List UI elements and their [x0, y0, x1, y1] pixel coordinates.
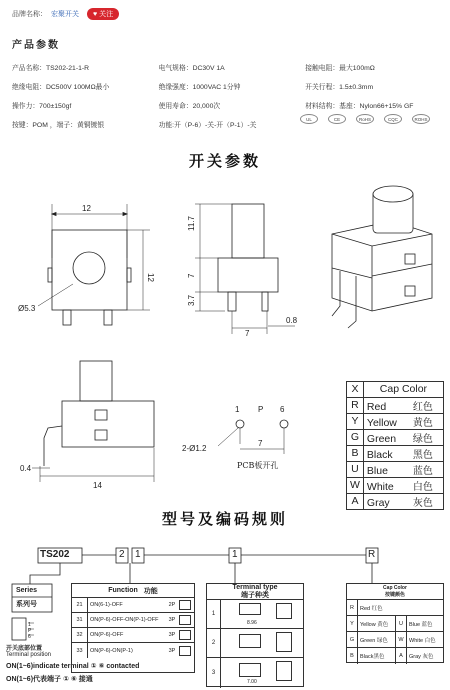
dim-label: 7 — [258, 439, 263, 448]
table-cell: G — [347, 429, 364, 445]
note-en: ON(1~6)indicate terminal ① ⑥ contacted — [6, 663, 140, 670]
terminal-header: Terminal type 端子种类 — [207, 584, 303, 600]
ce-cert-icon: CE — [328, 114, 346, 124]
heart-icon: ♥ — [93, 10, 98, 18]
isometric-view-drawing — [332, 186, 432, 328]
table-row: 3 7.00 — [207, 658, 303, 688]
pin-label: 6 — [280, 405, 285, 414]
param-cell: 按键：POM ，端子：黄铜镀银 — [12, 121, 105, 129]
note-zh: ON(1~6)代表端子 ① ⑥ 接通 — [6, 676, 93, 683]
spec-title: 开关参数 — [188, 153, 261, 170]
table-row — [347, 461, 444, 477]
dim-label: Ø5.3 — [18, 304, 36, 313]
table-cell: W — [347, 477, 364, 493]
rohs-cert-icon: RoHS — [356, 114, 374, 124]
rohs-leaf-icon: ROHS — [412, 114, 430, 124]
dim-label: 7 — [245, 329, 250, 338]
table-row: 2 — [207, 629, 303, 658]
terminal-drawing: 8.96 — [221, 600, 303, 628]
cap-color-code-table — [346, 583, 444, 663]
table-cell: Red 红色 — [363, 397, 443, 413]
table-row — [347, 382, 444, 398]
table-row — [347, 445, 444, 461]
table-cell: White 白色 — [363, 477, 443, 493]
code-color-letter: R — [368, 549, 376, 560]
table-cell: R — [347, 397, 364, 413]
param-row — [12, 95, 442, 114]
param-cell: 使用寿命：20,000次 — [158, 102, 221, 110]
pin-label: 1 — [235, 405, 240, 414]
terminal-drawing: 7.00 — [221, 658, 303, 688]
brand-label: 品牌名称： — [12, 11, 47, 18]
param-cell: 绝缘强度：1000VAC 1分钟 — [158, 83, 241, 91]
table-cell: U — [347, 461, 364, 477]
table-row — [347, 493, 444, 509]
pcb-label: PCB板开孔 — [237, 461, 279, 470]
table-cell: Yellow 黄色 — [363, 413, 443, 429]
dim-label: 11.7 — [187, 216, 196, 231]
cert-logos — [300, 114, 430, 124]
code-title: 型号及编码规则 — [161, 511, 288, 528]
table-row — [347, 429, 444, 445]
front-view-drawing — [32, 361, 154, 482]
dim-label: 14 — [93, 481, 102, 490]
cqc-cert-icon: CQC — [384, 114, 402, 124]
code-function-digit1: 2 — [119, 549, 125, 560]
cap-color-header: Cap Color 按键颜色 — [347, 584, 443, 600]
param-cell: 绝缘电阻：DC500V 100MΩ最小 — [12, 83, 110, 91]
table-row: B Black黑色 A Gray 灰色 — [347, 648, 443, 664]
code-function-digit2: 1 — [135, 549, 141, 560]
table-cell: B — [347, 445, 364, 461]
pcb-hole-drawing — [218, 420, 288, 454]
terminal-drawing — [221, 629, 303, 657]
terminal-type-table — [206, 583, 304, 687]
table-row: G Green 绿色 W White 白色 — [347, 632, 443, 648]
dim-label: 3.7 — [187, 294, 196, 306]
ul-cert-icon: UL — [300, 114, 318, 124]
param-cell: 开关行程：1.5±0.3mm — [305, 83, 374, 91]
param-cell: 产品名称：TS202-21-1-R — [12, 64, 90, 72]
pin-label: P — [258, 405, 264, 414]
table-row: R Red 红色 — [347, 600, 443, 616]
table-cell: Blue 蓝色 — [363, 461, 443, 477]
table-cell: Green 绿色 — [363, 429, 443, 445]
function-table — [71, 583, 195, 673]
pin-label: 6 — [28, 634, 31, 640]
dim-label: 12 — [146, 273, 155, 282]
table-cell: Black 黑色 — [363, 445, 443, 461]
terminal-position-zh: 开关底部位置 — [6, 646, 43, 652]
switch-symbol-icon — [179, 615, 191, 625]
code-series: TS202 — [40, 549, 70, 560]
table-row: 21 ON(6-1)-OFF 2P — [72, 598, 194, 613]
dim-label: 12 — [82, 204, 91, 213]
code-terminal-digit: 1 — [232, 549, 238, 560]
param-cell: 电气规格：DC30V 1A — [158, 64, 225, 72]
table-row: 1 8.96 — [207, 600, 303, 629]
param-row — [12, 76, 442, 95]
section-title: 产品参数 — [12, 40, 60, 51]
dim-label: 0.8 — [286, 316, 298, 325]
pin-label: P — [28, 628, 32, 634]
cap-color-table — [346, 381, 444, 510]
function-header: Function 功能 — [72, 584, 194, 598]
param-cell: 接触电阻：最大100mΩ — [305, 64, 375, 72]
parameter-block — [0, 0, 450, 128]
brand-name-link[interactable]: 宏聚开关 — [51, 11, 79, 18]
table-row — [347, 397, 444, 413]
param-cell: 材料结构：基座：Nylon66+15% GF — [305, 102, 414, 110]
param-cell: 功能:开（P-6）-关-开（P-1）-关 — [158, 121, 257, 129]
brand-row — [12, 8, 119, 20]
side-view-drawing — [195, 204, 295, 334]
pin-label: 1 — [28, 622, 31, 628]
table-cell: A — [347, 493, 364, 509]
terminal-position-en: Terminal position — [6, 652, 52, 658]
dim-label: 2-Ø1.2 — [182, 444, 207, 453]
table-row: 32 ON(P-6)-OFF 3P — [72, 628, 194, 643]
switch-symbol-icon — [179, 630, 191, 640]
switch-symbol-icon — [179, 600, 191, 610]
table-cell: Y — [347, 413, 364, 429]
table-row — [347, 413, 444, 429]
table-row: 31 ON(P-6)-OFF-ON(P-1)-OFF 3P — [72, 613, 194, 628]
follow-button[interactable]: ♥ 关注 — [87, 8, 119, 20]
param-row — [12, 57, 442, 76]
table-row — [347, 477, 444, 493]
table-row: Y Yellow 黄色 U Blue 蓝色 — [347, 616, 443, 632]
table-cell: Gray 灰色 — [363, 493, 443, 509]
series-label: Series — [16, 587, 38, 594]
table-cell: Cap Color — [363, 382, 443, 398]
switch-symbol-icon — [179, 646, 191, 656]
top-view-drawing — [38, 204, 150, 325]
table-row: 33 ON(P-6)-ON(P-1) 3P — [72, 643, 194, 658]
table-cell: X — [347, 382, 364, 398]
dim-label: 7 — [187, 273, 196, 278]
dim-label: 0.4 — [20, 464, 32, 473]
param-cell: 操作力：700±150gf — [12, 102, 72, 110]
series-label-zh: 系列号 — [16, 601, 37, 608]
